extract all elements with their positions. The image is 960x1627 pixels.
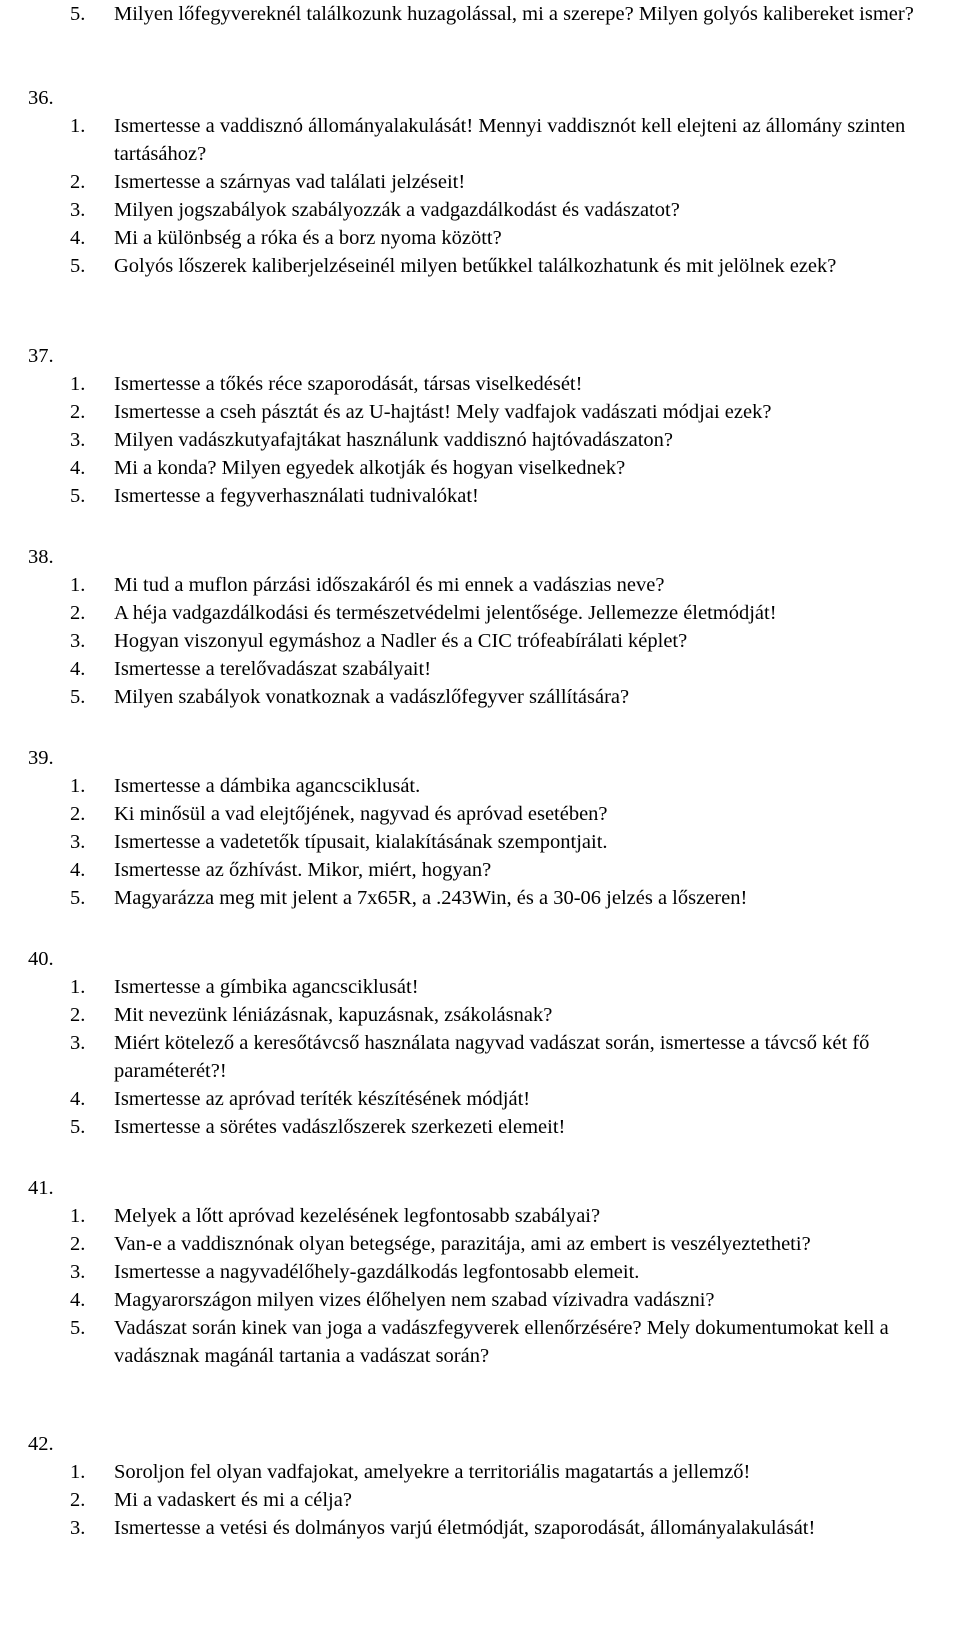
question-text: Ismertesse a gímbika agancsciklusát!: [114, 976, 419, 998]
question-item: [70, 224, 955, 252]
question-number: 3.: [70, 1261, 86, 1283]
question-item: [70, 112, 955, 168]
question-list: [70, 772, 955, 912]
question-text: Melyek a lőtt apróvad kezelésének legfontosabb szabályai?: [114, 1205, 601, 1227]
question-item: [70, 1202, 955, 1230]
question-text: Mit nevezünk léniázásnak, kapuzásnak, zsákolásnak?: [114, 1004, 553, 1026]
question-number: 4.: [70, 859, 86, 881]
question-text: Ismertesse a nagyvadélőhely-gazdálkodás legfontosabb elemeit.: [114, 1261, 640, 1283]
question-number: 3.: [70, 199, 86, 221]
question-text: Miért kötelező a keresőtávcső használata nagyvad vadászat során, ismertesse a távcső két fő paraméterét?!: [114, 1032, 870, 1082]
question-list: [70, 973, 955, 1141]
question-text: Magyarországon milyen vizes élőhelyen nem szabad vízivadra vadászni?: [114, 1289, 715, 1311]
question-item: [70, 828, 955, 856]
question-number: 5.: [70, 1116, 86, 1138]
question-number: 4.: [70, 457, 86, 479]
question-item: [70, 1514, 955, 1542]
section-number: 37.: [28, 345, 54, 367]
question-number: 5.: [70, 485, 86, 507]
question-list: [70, 0, 955, 28]
question-text: Mi a konda? Milyen egyedek alkotják és hogyan viselkednek?: [114, 457, 626, 479]
question-text: Milyen szabályok vonatkoznak a vadászlőfegyver szállítására?: [114, 686, 630, 708]
question-number: 2.: [70, 1489, 86, 1511]
question-text: Milyen lőfegyvereknél találkozunk huzagolással, mi a szerepe? Milyen golyós kalibereket ismer?: [114, 3, 914, 25]
question-text: Ismertesse az apróvad teríték készítésének módját!: [114, 1088, 531, 1110]
question-text: Ismertesse a szárnyas vad találati jelzéseit!: [114, 171, 466, 193]
question-list: [70, 1458, 955, 1542]
question-number: 2.: [70, 1004, 86, 1026]
question-number: 1.: [70, 115, 86, 137]
question-text: Ki minősül a vad elejtőjének, nagyvad és apróvad esetében?: [114, 803, 608, 825]
question-text: Ismertesse a vaddisznó állományalakulását! Mennyi vaddisznót kell elejteni az állomány szinten tartásához?: [114, 115, 906, 165]
question-item: [70, 1458, 955, 1486]
question-item: [70, 1001, 955, 1029]
question-number: 5.: [70, 3, 86, 25]
question-text: Ismertesse a fegyverhasználati tudnivalókat!: [114, 485, 479, 507]
question-text: Vadászat során kinek van joga a vadászfegyverek ellenőrzésére? Mely dokumentumokat kell a vadásznak magánál tartania a vadászat során?: [114, 1317, 889, 1367]
question-number: 2.: [70, 602, 86, 624]
question-item: [70, 168, 955, 196]
question-item: [70, 196, 955, 224]
question-number: 3.: [70, 831, 86, 853]
question-item: [70, 1314, 955, 1370]
question-text: Ismertesse az őzhívást. Mikor, miért, hogyan?: [114, 859, 492, 881]
question-text: Ismertesse a tőkés réce szaporodását, társas viselkedését!: [114, 373, 583, 395]
question-text: Hogyan viszonyul egymáshoz a Nadler és a CIC trófeabírálati képlet?: [114, 630, 688, 652]
question-text: Soroljon fel olyan vadfajokat, amelyekre a territoriális magatartás a jellemző!: [114, 1461, 751, 1483]
section-number: 38.: [28, 546, 54, 568]
question-text: Ismertesse a terelővadászat szabályait!: [114, 658, 432, 680]
question-item: [70, 1486, 955, 1514]
question-text: Milyen vadászkutyafajtákat használunk vaddisznó hajtóvadászaton?: [114, 429, 673, 451]
question-text: Milyen jogszabályok szabályozzák a vadgazdálkodást és vadászatot?: [114, 199, 680, 221]
question-text: Ismertesse a vadetetők típusait, kialakításának szempontjait.: [114, 831, 608, 853]
question-item: [70, 571, 955, 599]
question-number: 2.: [70, 171, 86, 193]
question-number: 3.: [70, 630, 86, 652]
question-text: Van-e a vaddisznónak olyan betegsége, parazitája, ami az embert is veszélyeztetheti?: [114, 1233, 811, 1255]
question-item: [70, 1113, 955, 1141]
question-list: [70, 571, 955, 711]
question-item: [70, 772, 955, 800]
question-number: 1.: [70, 373, 86, 395]
question-item: [70, 599, 955, 627]
question-item: [70, 370, 955, 398]
question-text: Ismertesse a sörétes vadászlőszerek szerkezeti elemeit!: [114, 1116, 566, 1138]
question-number: 3.: [70, 1517, 86, 1539]
question-item: [70, 856, 955, 884]
question-item: [70, 454, 955, 482]
question-item: [70, 1085, 955, 1113]
question-number: 4.: [70, 658, 86, 680]
question-item: [70, 627, 955, 655]
question-number: 2.: [70, 1233, 86, 1255]
question-number: 4.: [70, 227, 86, 249]
question-item: [70, 884, 955, 912]
question-number: 5.: [70, 1317, 86, 1339]
question-number: 1.: [70, 976, 86, 998]
section-number: 36.: [28, 87, 54, 109]
question-number: 4.: [70, 1289, 86, 1311]
question-item: [70, 1258, 955, 1286]
section-number: 40.: [28, 948, 54, 970]
question-text: Mi a vadaskert és mi a célja?: [114, 1489, 352, 1511]
question-number: 1.: [70, 574, 86, 596]
question-item: [70, 252, 955, 280]
section-number: 39.: [28, 747, 54, 769]
question-number: 5.: [70, 887, 86, 909]
question-item: [70, 655, 955, 683]
question-item: [70, 426, 955, 454]
question-number: 5.: [70, 686, 86, 708]
question-text: Ismertesse a dámbika agancsciklusát.: [114, 775, 421, 797]
question-number: 3.: [70, 429, 86, 451]
question-item: [70, 1286, 955, 1314]
question-item: [70, 1230, 955, 1258]
question-item: [70, 482, 955, 510]
section-number: 42.: [28, 1433, 54, 1455]
question-number: 5.: [70, 255, 86, 277]
question-item: [70, 1029, 955, 1085]
question-item: [70, 0, 955, 28]
question-item: [70, 683, 955, 711]
question-text: Golyós lőszerek kaliberjelzéseinél milyen betűkkel találkozhatunk és mit jelölnek ezek?: [114, 255, 837, 277]
section-number: 41.: [28, 1177, 54, 1199]
question-number: 1.: [70, 775, 86, 797]
question-number: 1.: [70, 1205, 86, 1227]
question-text: Ismertesse a cseh pásztát és az U-hajtást! Mely vadfajok vadászati módjai ezek?: [114, 401, 772, 423]
question-list: [70, 370, 955, 510]
question-number: 3.: [70, 1032, 86, 1054]
question-item: [70, 800, 955, 828]
question-number: 4.: [70, 1088, 86, 1110]
question-text: Mi a különbség a róka és a borz nyoma között?: [114, 227, 502, 249]
question-list: [70, 1202, 955, 1370]
question-number: 2.: [70, 401, 86, 423]
question-number: 1.: [70, 1461, 86, 1483]
question-item: [70, 973, 955, 1001]
question-list: [70, 112, 955, 280]
question-text: Magyarázza meg mit jelent a 7x65R, a .243Win, és a 30-06 jelzés a lőszeren!: [114, 887, 748, 909]
question-text: Ismertesse a vetési és dolmányos varjú életmódját, szaporodását, állományalakulását!: [114, 1517, 816, 1539]
question-text: Mi tud a muflon párzási időszakáról és mi ennek a vadászias neve?: [114, 574, 665, 596]
question-text: A héja vadgazdálkodási és természetvédelmi jelentősége. Jellemezze életmódját!: [114, 602, 777, 624]
question-item: [70, 398, 955, 426]
question-number: 2.: [70, 803, 86, 825]
